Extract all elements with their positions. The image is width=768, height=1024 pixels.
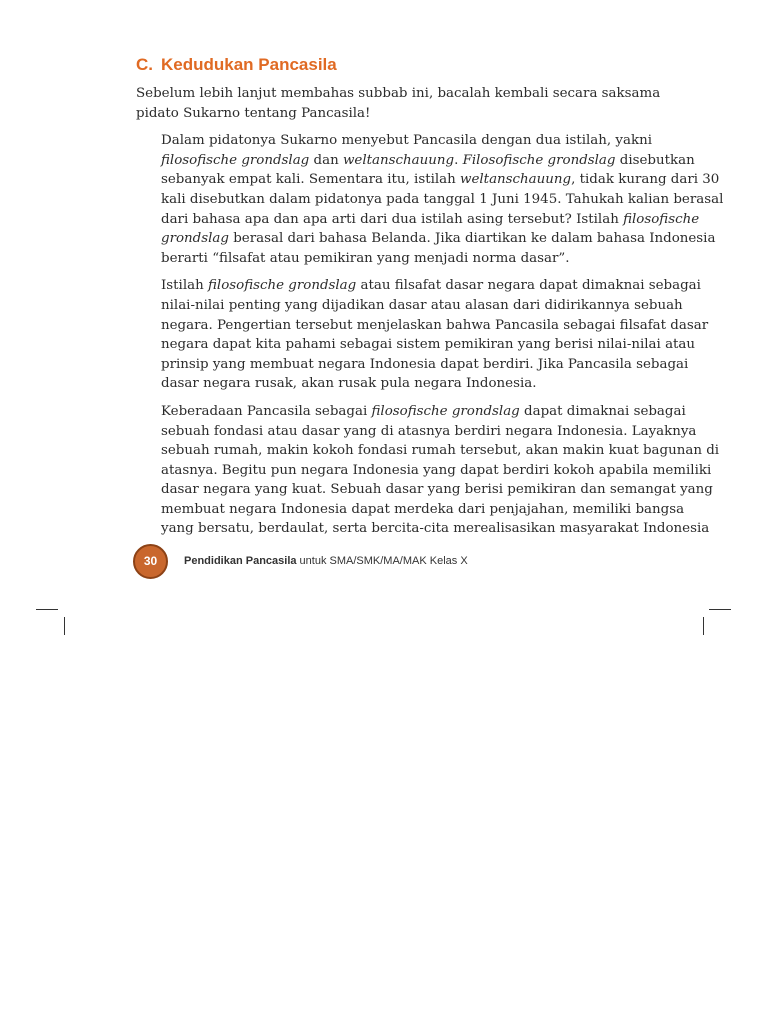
text-segment: sebuah rumah, makin kokoh fondasi rumah tersebut, akan makin kuat bagunan di [161,443,720,459]
italic-term: Filosofische grondslag [462,152,616,168]
italic-term: weltanschauung [342,152,455,168]
crop-mark-right-vertical [703,617,704,635]
text-line [136,210,700,230]
text-segment: . [454,152,463,168]
crop-mark-right-horizontal [709,609,731,610]
book-title: Pendidikan Pancasila [184,555,297,567]
book-subtitle: untuk SMA/SMK/MA/MAK Kelas X [296,555,468,567]
text-line [136,441,720,461]
text-line [136,402,686,422]
text-line [136,355,689,375]
text-segment: dari bahasa apa dan apa arti dari dua istilah asing tersebut? Istilah [161,211,624,227]
text-line [136,480,713,500]
text-line [136,151,695,171]
text-segment: berasal dari bahasa Belanda. Jika diartikan ke dalam bahasa Indonesia [228,231,716,247]
italic-term: filosofische [623,211,700,227]
text-line [136,296,683,316]
italic-term: grondslag [161,231,229,247]
section-title-text: Kedudukan Pancasila [161,55,337,74]
text-line [136,374,613,394]
text-segment: berarti “filsafat atau pemikiran yang menjadi norma dasar”. [161,250,570,266]
page-number-badge: 30 [133,544,168,579]
text-segment: pidato Sukarno tentang Pancasila! [136,105,371,121]
crop-mark-left-vertical [64,617,65,635]
text-segment: Dalam pidatonya Sukarno menyebut Pancasila dengan dua istilah, yakni [161,133,652,149]
text-segment: Sebelum lebih lanjut membahas subbab ini, bacalah kembali secara saksama [136,86,661,101]
text-line [136,276,701,296]
paragraph [136,402,720,539]
paragraph [136,131,724,268]
book-title-line [184,555,468,567]
text-line [136,249,613,269]
text-line [136,461,712,481]
text-segment: membuat negara Indonesia dapat merdeka dari penjajahan, memiliki bangsa [161,501,685,517]
text-line [136,422,697,442]
text-segment: sebuah fondasi atau dasar yang di atasnya berdiri negara Indonesia. Layaknya [161,423,697,439]
italic-term: filosofische grondslag [371,403,520,419]
text-segment: disebutkan [615,152,695,168]
paragraph [136,84,661,123]
text-line [136,170,720,190]
paragraph [136,276,709,394]
text-segment: dasar negara yang kuat. Sebuah dasar yang berisi pemikiran dan semangat yang [161,482,713,498]
body-text [136,84,724,547]
text-segment: Keberadaan Pancasila sebagai [161,403,372,419]
text-line [136,190,724,210]
text-line [136,519,710,539]
text-line [136,316,709,336]
text-segment: atau filsafat dasar negara dapat dimaknai sebagai [356,278,701,294]
text-segment: prinsip yang membuat negara Indonesia dapat berdiri. Jika Pancasila sebagai [161,356,689,372]
text-line [136,131,652,151]
italic-term: weltanschauung [460,172,572,188]
text-line [136,84,661,104]
text-segment: yang bersatu, berdaulat, serta bercita-cita merealisasikan masyarakat Indonesia [161,521,710,537]
section-heading [136,55,337,75]
text-segment: dasar negara rusak, akan rusak pula negara Indonesia. [161,376,537,392]
text-segment: sebanyak empat kali. Sementara itu, istilah [161,172,461,188]
page-footer [133,543,468,579]
text-segment: negara dapat kita pahami sebagai sistem pemikiran yang berisi nilai-nilai atau [161,337,696,353]
text-line [136,335,696,355]
italic-term: filosofische grondslag [161,152,310,168]
text-line [136,500,685,520]
text-segment: dan [309,152,343,168]
text-line [136,229,716,249]
text-segment: Istilah [161,278,208,294]
text-segment: negara. Pengertian tersebut menjelaskan bahwa Pancasila sebagai filsafat dasar [161,317,709,333]
text-segment: dapat dimaknai sebagai [519,403,686,419]
crop-mark-left-horizontal [36,609,58,610]
section-letter: C. [136,55,153,74]
text-segment: nilai-nilai penting yang dijadikan dasar atau alasan dari didirikannya sebuah [161,297,683,313]
text-segment: kali disebutkan dalam pidatonya pada tanggal 1 Juni 1945. Tahukah kalian berasal [161,191,724,207]
italic-term: filosofische grondslag [207,278,357,294]
text-line [136,104,613,124]
text-segment: atasnya. Begitu pun negara Indonesia yang dapat berdiri kokoh apabila memiliki [161,462,712,478]
text-segment: , tidak kurang dari 30 [571,172,720,188]
